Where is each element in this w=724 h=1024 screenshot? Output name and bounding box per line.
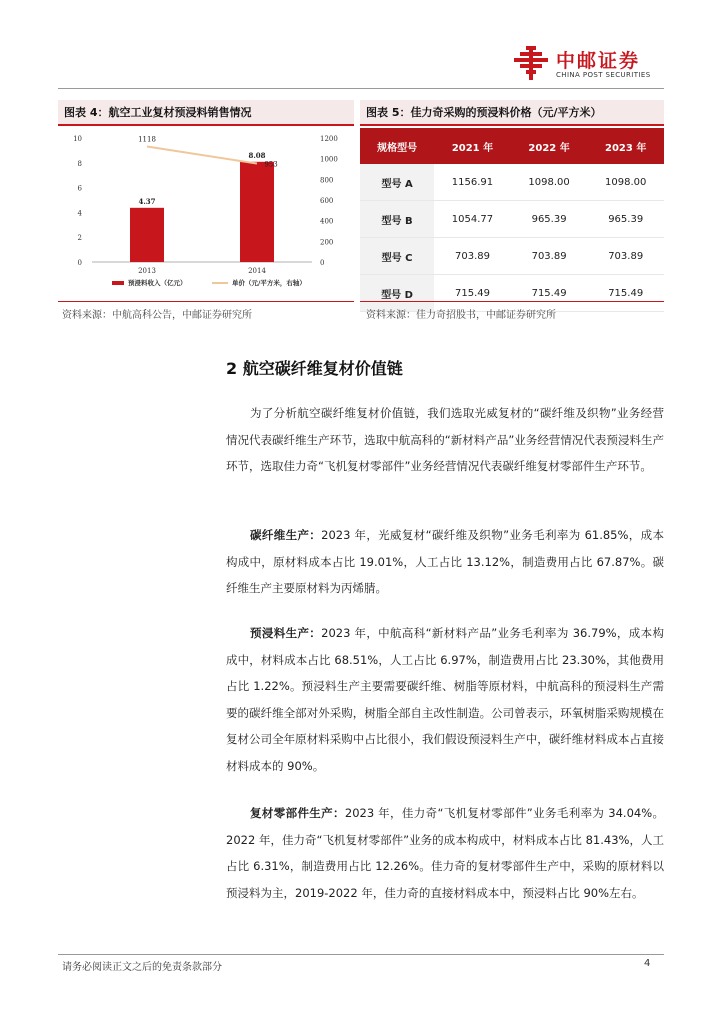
table-cell: 715.49 [511, 275, 588, 312]
table-cell: 703.89 [511, 238, 588, 275]
table-cell: 715.49 [587, 275, 664, 312]
y-left-tick-label: 0 [77, 259, 82, 267]
table-cell: 715.49 [434, 275, 511, 312]
table-cell: 1054.77 [434, 201, 511, 238]
unit-price-line [147, 146, 257, 163]
figure4-source-rule [58, 301, 354, 302]
figure5-title-rule [360, 124, 664, 126]
figure4-source: 资料来源：中航高科公告，中邮证券研究所 [62, 310, 252, 321]
figure5-source-rule [360, 301, 664, 302]
table-cell: 1156.91 [434, 164, 511, 201]
company-logo [512, 44, 672, 86]
prepreg-price-table [360, 128, 664, 312]
section-heading: 2 航空碳纤维复材价值链 [226, 359, 403, 378]
x-tick-label: 2013 [138, 267, 156, 275]
figure4-title: 图表 4：航空工业复材预浸料销售情况 [64, 106, 252, 119]
table-header-cell: 2021 年 [434, 128, 511, 164]
table-header-cell: 规格型号 [360, 128, 434, 164]
y-right-tick-label: 1000 [320, 155, 338, 164]
y-right-tick-label: 1200 [320, 135, 338, 143]
logo-chinese-name: 中邮证券 [556, 50, 641, 72]
y-right-tick-label: 0 [320, 259, 325, 267]
footer-disclaimer: 请务必阅读正文之后的免责条款部分 [62, 962, 222, 973]
paragraph-composite-parts [226, 800, 664, 906]
paragraph-text: 2023 年，光威复材“碳纤维及织物”业务毛利率为 61.85%，成本构成中，原材料成本占比 19.01%，人工占比 13.12%，制造费用占比 67.87%。碳纤维生产主要原材料为丙烯腈。 [226, 528, 665, 596]
y-left-tick-label: 8 [77, 159, 82, 168]
header-divider [58, 88, 664, 89]
paragraph-carbon-fiber [226, 522, 664, 602]
line-data-label: 953 [264, 160, 278, 169]
paragraph-text: 2023 年，佳力奇“飞机复材零部件”业务毛利率为 34.04%。2022 年，佳力奇“飞机复材零部件”业务的成本构成中，材料成本占比 81.43%，人工占比 6.31%，制造费用占比 12.26%。佳力奇的复材零部件生产中，采购的原材料以预浸料为主，2019-2022 年，佳力奇的直接材料成本中，预浸料占比 90%左右。 [226, 806, 665, 900]
table-header-cell: 2022 年 [511, 128, 588, 164]
paragraph-label: 预浸料生产： [250, 626, 322, 640]
x-tick-label: 2014 [248, 267, 266, 275]
table-cell: 1098.00 [587, 164, 664, 201]
page-number: 4 [644, 958, 651, 969]
paragraph-prepreg [226, 620, 664, 780]
paragraph-label: 碳纤维生产： [250, 528, 322, 542]
y-left-tick-label: 4 [77, 209, 82, 218]
table-cell: 703.89 [434, 238, 511, 275]
table-cell-model: 型号 B [360, 201, 434, 238]
y-right-tick-label: 200 [320, 238, 334, 247]
legend-bar-swatch [112, 281, 124, 285]
bar-data-label: 4.37 [138, 196, 156, 206]
paragraph-label: 复材零部件生产： [250, 806, 345, 820]
china-post-logo-icon [512, 44, 550, 82]
table-cell-model: 型号 C [360, 238, 434, 275]
figure5-title: 图表 5：佳力奇采购的预浸料价格（元/平方米） [366, 106, 602, 119]
table-row [360, 238, 664, 275]
table-cell: 965.39 [511, 201, 588, 238]
y-left-tick-label: 6 [77, 184, 82, 193]
legend-line-label: 单价（元/平方米，右轴） [232, 279, 306, 287]
table-header-row [360, 128, 664, 164]
y-left-tick-label: 2 [77, 234, 82, 243]
revenue-bar [130, 208, 164, 262]
revenue-bar [240, 162, 274, 262]
y-left-tick-label: 10 [73, 135, 82, 143]
table-row [360, 164, 664, 201]
logo-english-name: CHINA POST SECURITIES [556, 71, 651, 79]
paragraph-text: 2023 年，中航高科“新材料产品”业务毛利率为 36.79%，成本构成中，材料成本占比 68.51%，人工占比 6.97%，制造费用占比 23.30%，其他费用占比 1.22%。预浸料生产主要需要碳纤维、树脂等原材料，中航高科的预浸料生产需要的碳纤维全部对外采购，树脂全部自主改性制造。公司曾表示，环氧树脂采购规模在复材公司全年原材料采购中占比很小，我们假设预浸料生产中，碳纤维材料成本占直接材料成本的 90%。 [226, 626, 665, 773]
legend-bar-label: 预浸料收入（亿元） [128, 279, 187, 287]
table-cell: 703.89 [587, 238, 664, 275]
table-cell-model: 型号 D [360, 275, 434, 312]
prepreg-sales-chart [62, 130, 352, 300]
figure5-source: 资料来源：佳力奇招股书，中邮证券研究所 [366, 310, 556, 321]
bar-data-label: 8.08 [248, 150, 266, 160]
y-right-tick-label: 800 [320, 176, 334, 185]
y-right-tick-label: 600 [320, 197, 334, 205]
footer-divider [58, 954, 664, 955]
paragraph-intro: 为了分析航空碳纤维复材价值链，我们选取光威复材的“碳纤维及织物”业务经营情况代表碳纤维生产环节，选取中航高科的“新材料产品”业务经营情况代表预浸料生产环节，选取佳力奇“飞机复材零部件”业务经营情况代表碳纤维复材零部件生产环节。 [226, 406, 664, 474]
table-cell: 965.39 [587, 201, 664, 238]
y-right-tick-label: 400 [320, 217, 334, 226]
table-header-cell: 2023 年 [587, 128, 664, 164]
table-cell-model: 型号 A [360, 164, 434, 201]
figure4-title-rule [58, 124, 354, 126]
line-data-label: 1118 [138, 135, 156, 144]
table-cell: 1098.00 [511, 164, 588, 201]
table-row [360, 201, 664, 238]
